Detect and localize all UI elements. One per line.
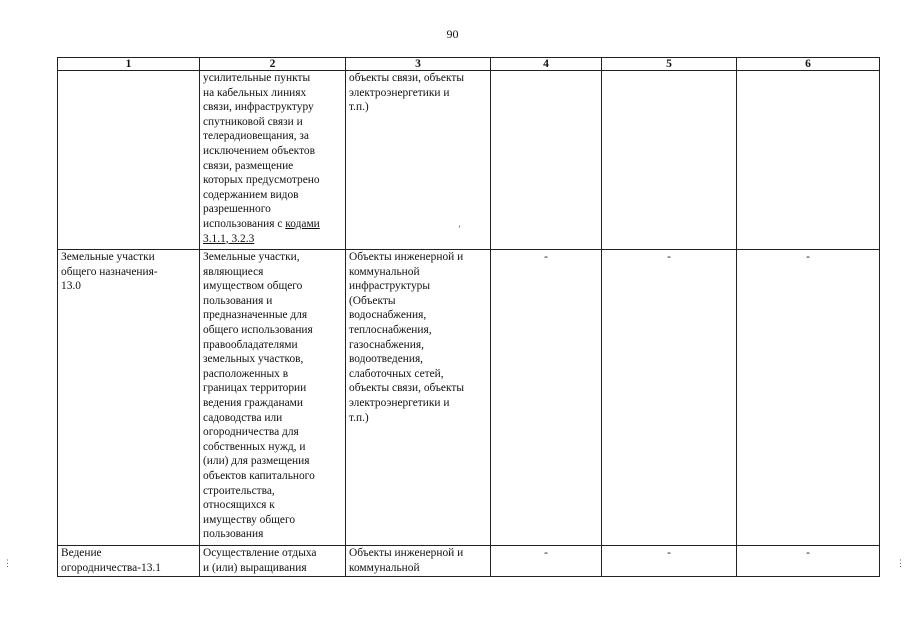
cell-description: Земельные участки, являющиеся имуществом общего пользования и предназначенные для общего использования правообладателями земельных участков, расположенных в границах территории ведения гражданами садоводства или огородничества для собственных нужд, и (или) для размещения объектов капитального строительства, относящихся к имуществу общего пользования — [200, 250, 346, 546]
cell-land-use-type: Земельные участки общего назначения- 13.0 — [58, 250, 200, 546]
cell-land-use-type: Ведение огородничества-13.1 — [58, 546, 200, 577]
cell-col6 — [737, 71, 880, 250]
column-header-1: 1 — [58, 58, 200, 71]
table-row — [58, 546, 880, 577]
column-header-5: 5 — [602, 58, 737, 71]
cell-col5: - — [602, 546, 737, 577]
cell-col5: - — [602, 250, 737, 546]
cell-permitted-objects: Объекты инженерной и коммунальной — [346, 546, 491, 577]
cell-col4: - — [491, 546, 602, 577]
table-header-row — [58, 58, 880, 71]
table-row — [58, 250, 880, 546]
cell-col6: - — [737, 546, 880, 577]
description-text: усилительные пункты на кабельных линиях связи, инфраструктуру спутниковой связи и телерадиовещания, за исключением объектов связи, размещение которых предусмотрено содержанием видов разрешенного использования с — [203, 72, 320, 230]
scan-edge-mark-left: ⋮ — [3, 558, 12, 568]
cell-col5 — [602, 71, 737, 250]
cell-description: Осуществление отдыха и (или) выращивания — [200, 546, 346, 577]
cell-permitted-objects: объекты связи, объекты электроэнергетики и т.п.) — [346, 71, 491, 250]
cell-description — [200, 71, 346, 250]
cell-col4: - — [491, 250, 602, 546]
scan-edge-mark-right: ⋮ — [896, 558, 905, 568]
page-number: 90 — [446, 27, 459, 41]
table-row — [58, 71, 880, 250]
cell-permitted-objects: Объекты инженерной и коммунальной инфраструктуры (Объекты водоснабжения, теплоснабжения, газоснабжения, водоотведения, слаботочных сетей, объекты связи, объекты электроэнергетики и т.п.) — [346, 250, 491, 546]
column-header-6: 6 — [737, 58, 880, 71]
column-header-4: 4 — [491, 58, 602, 71]
column-header-3: 3 — [346, 58, 491, 71]
cell-col4 — [491, 71, 602, 250]
cell-col6: - — [737, 250, 880, 546]
scan-speck: ’ — [458, 224, 461, 234]
cell-land-use-type — [58, 71, 200, 250]
codes-link-word: кодами — [285, 217, 320, 230]
regulations-table — [57, 57, 880, 577]
column-header-2: 2 — [200, 58, 346, 71]
codes-link-values: 3.1.1, 3.2.3 — [203, 232, 255, 245]
